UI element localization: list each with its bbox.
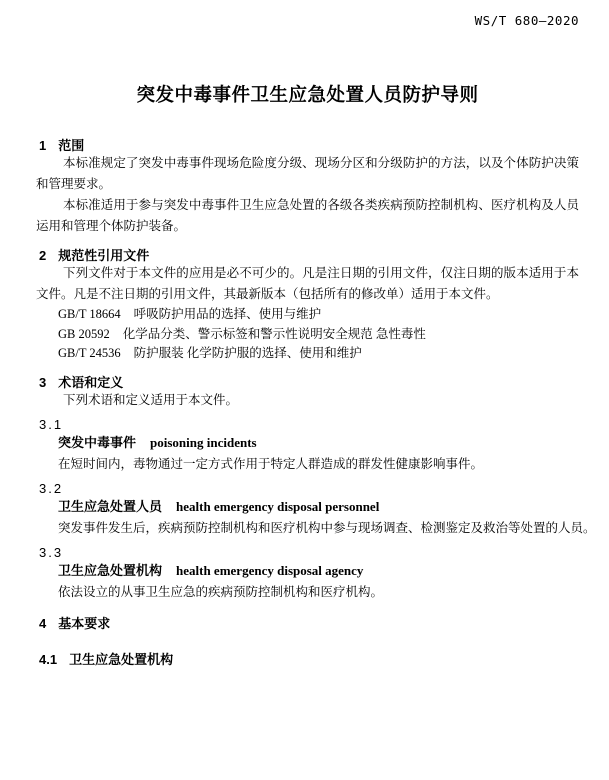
ref-code: GB/T 24536 [58,346,121,360]
term-number: 3.3 [39,544,64,560]
ref-title: 防护服装 化学防护服的选择、使用和维护 [133,346,362,360]
section-4-1-title: 卫生应急处置机构 [69,651,174,667]
section-1-number: 1 [39,138,47,153]
section-4-1-number: 4.1 [39,651,58,667]
section-4-1-heading [39,653,579,667]
section-3-number: 3 [39,374,47,390]
term-name-zh: 突发中毒事件 [58,434,137,450]
section-1-paragraph-2: 本标准适用于参与突发中毒事件卫生应急处置的各级各类疾病预防控制机构、医疗机构及人员运用和管理个体防护装备。 [36,198,579,233]
section-4-title: 基本要求 [58,615,111,631]
term-name-en: health emergency disposal personnel [176,498,380,514]
section-2-number: 2 [39,248,47,263]
section-1-title: 范围 [58,138,85,153]
term-number: 3.1 [39,416,64,432]
doc-title: 突发中毒事件卫生应急处置人员防护导则 [136,84,479,105]
ref-code: GB 20592 [58,326,110,341]
section-1-heading [39,139,579,153]
section-4-number: 4 [39,615,47,631]
doc-number: WS/T 680—2020 [474,13,579,28]
term-name-zh: 卫生应急处置机构 [58,562,163,578]
term-definition: 在短时间内，毒物通过一定方式作用于特定人群造成的群发性健康影响事件。 [58,456,484,471]
normative-ref-item [58,344,579,364]
section-2-title: 规范性引用文件 [58,248,150,263]
ref-title: 化学品分类、警示标签和警示性说明安全规范 急性毒性 [122,326,426,341]
section-2-heading [39,249,579,263]
ref-title: 呼吸防护用品的选择、使用与维护 [133,307,322,321]
term-name-en: poisoning incidents [150,434,257,450]
term-entry [58,432,579,454]
normative-ref-item [58,325,579,345]
normative-references-list [58,305,579,364]
section-1-paragraph-1: 本标准规定了突发中毒事件现场危险度分级、现场分区和分级防护的方法，以及个体防护决策和管理要求。 [36,156,579,191]
term-entry [58,496,579,518]
term-name-en: health emergency disposal agency [176,562,364,578]
section-4-heading [39,617,579,631]
section-3-heading [39,376,579,390]
term-definition: 依法设立的从事卫生应急的疾病预防控制机构和医疗机构。 [58,584,384,599]
ref-code: GB/T 18664 [58,307,121,321]
term-definition: 突发事件发生后，疾病预防控制机构和医疗机构中参与现场调查、检测鉴定及救治等处置的人员。 [58,520,596,535]
term-name-zh: 卫生应急处置人员 [58,498,163,514]
section-3-title: 术语和定义 [58,374,124,390]
section-2-intro: 下列文件对于本文件的应用是必不可少的。凡是注日期的引用文件，仅注日期的版本适用于本文件。凡是不注日期的引用文件，其最新版本（包括所有的修改单）适用于本文件。 [36,266,579,301]
normative-ref-item [58,305,579,325]
term-number: 3.2 [39,480,64,496]
section-3-intro: 下列术语和定义适用于本文件。 [63,392,239,407]
term-entry [58,560,579,582]
